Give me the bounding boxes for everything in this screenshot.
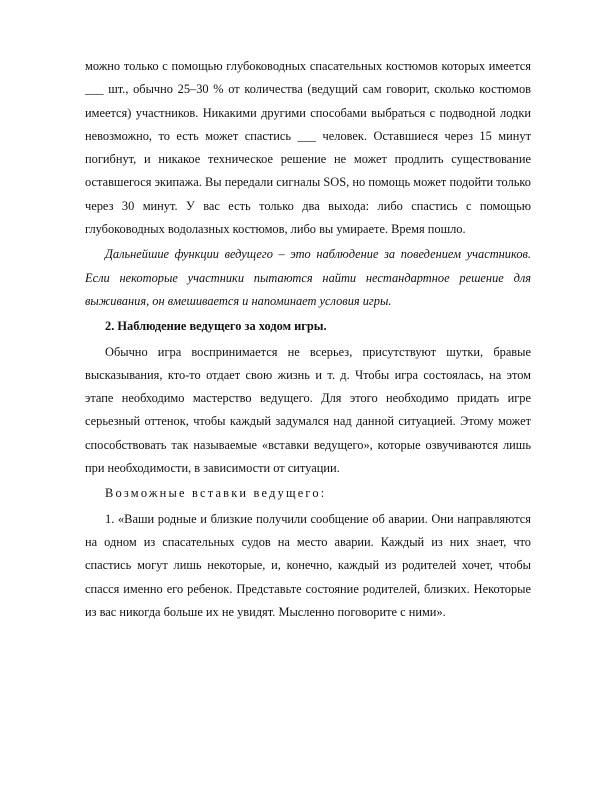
paragraph-insert-1: 1. «Ваши родные и близкие получили сообщение об аварии. Они направляются на одном из спасательных судов на место аварии. Каждый из них знает, что спастись могут лишь некоторые, и, конечно, каждый из родителей хочет, чтобы спасся именно его ребенок. Представьте состояние родителей, близких. Некоторые из вас никогда больше их не увидят. Мысленно поговорите с ними».	[85, 511, 531, 619]
paragraph-host-functions: Дальнейшие функции ведущего – это наблюдение за поведением участников. Если некоторые участники пытаются найти нестандартное решение для выживания, он вмешивается и напоминает условия игры.	[85, 247, 531, 308]
paragraph-game-observation: Обычно игра воспринимается не всерьез, присутствуют шутки, бравые высказывания, кто-то отдает свою жизнь и т. д. Чтобы игра состоялась, на этом этапе необходимо мастерство ведущего. Для этого необходимо придать игре серьезный оттенок, чтобы каждый задумался над данной ситуацией. Этому может способствовать так называемые «вставки ведущего», которые озвучиваются лишь при необходимости, в зависимости от ситуации.	[85, 344, 531, 476]
subheading-host-inserts: Возможные вставки ведущего:	[105, 486, 327, 501]
paragraph-game-conditions: можно только с помощью глубоководных спасательных костюмов которых имеется ___ шт., обычно 25–30 % от количества (ведущий сам говорит, сколько костюмов имеется) участников. Никакими другими способами выбраться с подводной лодки невозможно, то есть может спастись ___ человек. Оставшиеся через 15 минут погибнут, и никакое техническое решение не может продлить существование оставшегося экипажа. Вы передали сигналы SOS, но помощь может подойти только через 30 минут. У вас есть только два выхода: либо спастись с помощью глубоководных водолазных костюмов, либо вы умираете. Время пошло.	[85, 59, 531, 237]
document-body	[85, 55, 531, 624]
section-heading: 2. Наблюдение ведущего за ходом игры.	[105, 319, 327, 334]
